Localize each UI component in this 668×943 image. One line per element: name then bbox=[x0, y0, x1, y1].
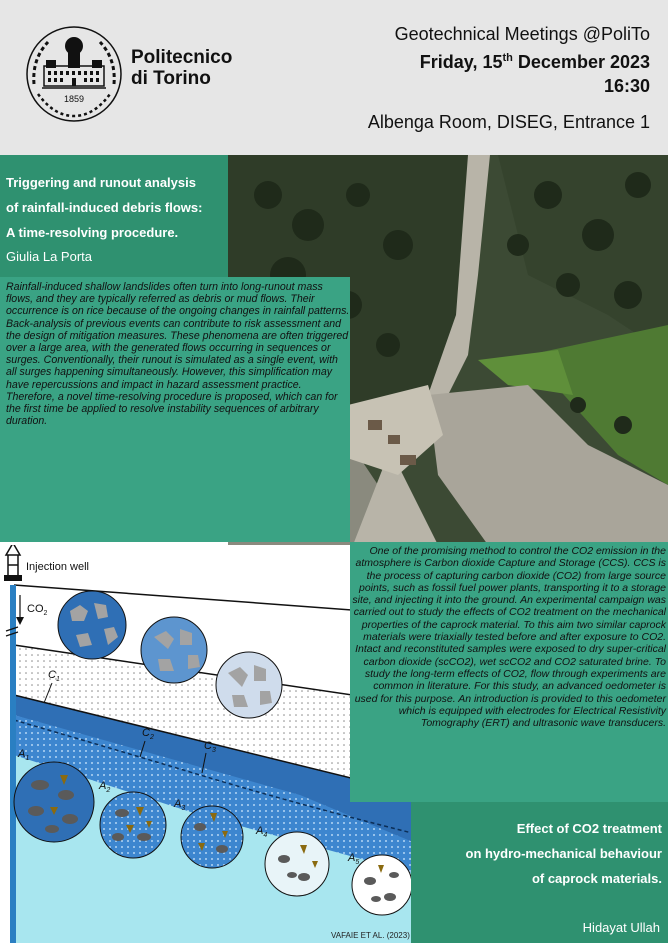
event-info bbox=[368, 22, 650, 134]
talk1-title-panel bbox=[0, 155, 228, 277]
label-a2: $A_2$ bbox=[99, 780, 111, 794]
aquifer-sample-circle bbox=[265, 832, 329, 896]
event-time: 16:30 bbox=[603, 76, 650, 96]
institution-line-2: di Torino bbox=[131, 68, 211, 89]
aquifer-sample-circle bbox=[181, 806, 243, 868]
label-a3: $A_3$ bbox=[174, 798, 186, 812]
event-date-suffix: December 2023 bbox=[512, 52, 650, 72]
aquifer-sample-circle bbox=[352, 855, 412, 915]
talk2-abstract-panel bbox=[350, 542, 668, 802]
caprock-sample-circle bbox=[58, 591, 126, 659]
aquifer-sample-circle bbox=[100, 792, 166, 858]
talk2-title-line-2: on hydro-mechanical behaviour bbox=[465, 846, 662, 861]
co2-label: $CO_2$ bbox=[27, 603, 48, 617]
talk1-title-line-2: of rainfall-induced debris flows: bbox=[6, 200, 203, 215]
label-a1: $A_1$ bbox=[18, 748, 30, 762]
caprock-sample-circle bbox=[216, 652, 282, 718]
derrick-icon bbox=[6, 545, 20, 575]
politecnico-seal-logo bbox=[24, 24, 124, 124]
label-a4: $A_4$ bbox=[256, 825, 268, 839]
talk1-abstract-panel bbox=[0, 277, 350, 542]
talk1-title-line-1: Triggering and runout analysis bbox=[6, 175, 196, 190]
caprock-sample-circle bbox=[141, 617, 207, 683]
talk1-title bbox=[6, 170, 228, 245]
event-date-sup: th bbox=[502, 52, 513, 64]
talk2-title-line-3: of caprock materials. bbox=[531, 871, 662, 886]
talk2-speaker: Hidayat Ullah bbox=[582, 920, 660, 935]
label-c2: $C_2$ bbox=[142, 727, 154, 741]
injection-well-label: Injection well bbox=[26, 561, 89, 573]
label-c3: $C_3$ bbox=[204, 740, 216, 754]
talk1-title-line-3: A time-resolving procedure. bbox=[6, 225, 179, 240]
aquifer-sample-circle bbox=[14, 762, 94, 842]
event-date-prefix: Friday, 15 bbox=[419, 52, 503, 72]
diagram-credit: VAFAIE ET AL. (2023) bbox=[331, 931, 410, 940]
logo-year: 1859 bbox=[63, 94, 85, 104]
event-location: Albenga Room, DISEG, Entrance 1 bbox=[367, 112, 650, 132]
event-date bbox=[368, 46, 650, 74]
institution-name bbox=[131, 47, 232, 89]
header-band bbox=[0, 0, 668, 155]
talk2-abstract: One of the promising method to control the CO2 emission in the atmosphere is Carbon dioxide Capture and Storage (CCS). CCS is the process of capturing carbon dioxide (CO2) from large source points, such as fossil fuel power plants, transporting it to a storage site, and injecting it into the ground. An experimental campaign was carried out to study the effects of CO2 treatment on the mechanical properties of the caprock material. To this aim two similar caprock materials were triaxially tested before and after exposure to CO2. Intact and reconstituted samples were exposed to dry super-critical carbon dioxide (scCO2), wet scCO2 and CO2 saturated brine. To study the long-term effects of CO2, flow through experiments are common in literature. For this study, an advanced oedometer is used for this purpose. An introduction is provided to this oedometer which is equipped with electrodes for Electrical Resistivity Tomography (ERT) and ultrasonic wave transducers. bbox=[352, 545, 666, 730]
talk1-abstract: Rainfall-induced shallow landslides often turn into long-runout mass flows, and they are typically referred as debris or mud flows. Their occurrence is on rice because of the ongoing changes in rainfall patterns. Back-analysis of previous events can contribute to risk assessment and the design of mitigation measures. These phenomena are often triggered over a large area, with the generated flows occurring in sequences or surges. Conventionally, their runout is simulated as a single event, with all surges happening simultaneously. However, this simplification may have repercussions and impact in hazard assessment practice. Therefore, a novel time-resolving procedure is proposed, which can for the first time be applied to resolve instability sequences of arbitrary duration. bbox=[6, 281, 350, 428]
talk2-title-line-1: Effect of CO2 treatment bbox=[516, 821, 662, 836]
event-series: Geotechnical Meetings @PoliTo bbox=[394, 24, 650, 44]
talk1-speaker: Giulia La Porta bbox=[6, 249, 92, 264]
label-c1: $C_1$ bbox=[48, 669, 60, 683]
institution-line-1: Politecnico bbox=[131, 47, 233, 68]
talk2-title bbox=[466, 816, 663, 891]
label-a5: $A_5$ bbox=[348, 852, 360, 866]
talk2-title-panel bbox=[411, 802, 668, 943]
